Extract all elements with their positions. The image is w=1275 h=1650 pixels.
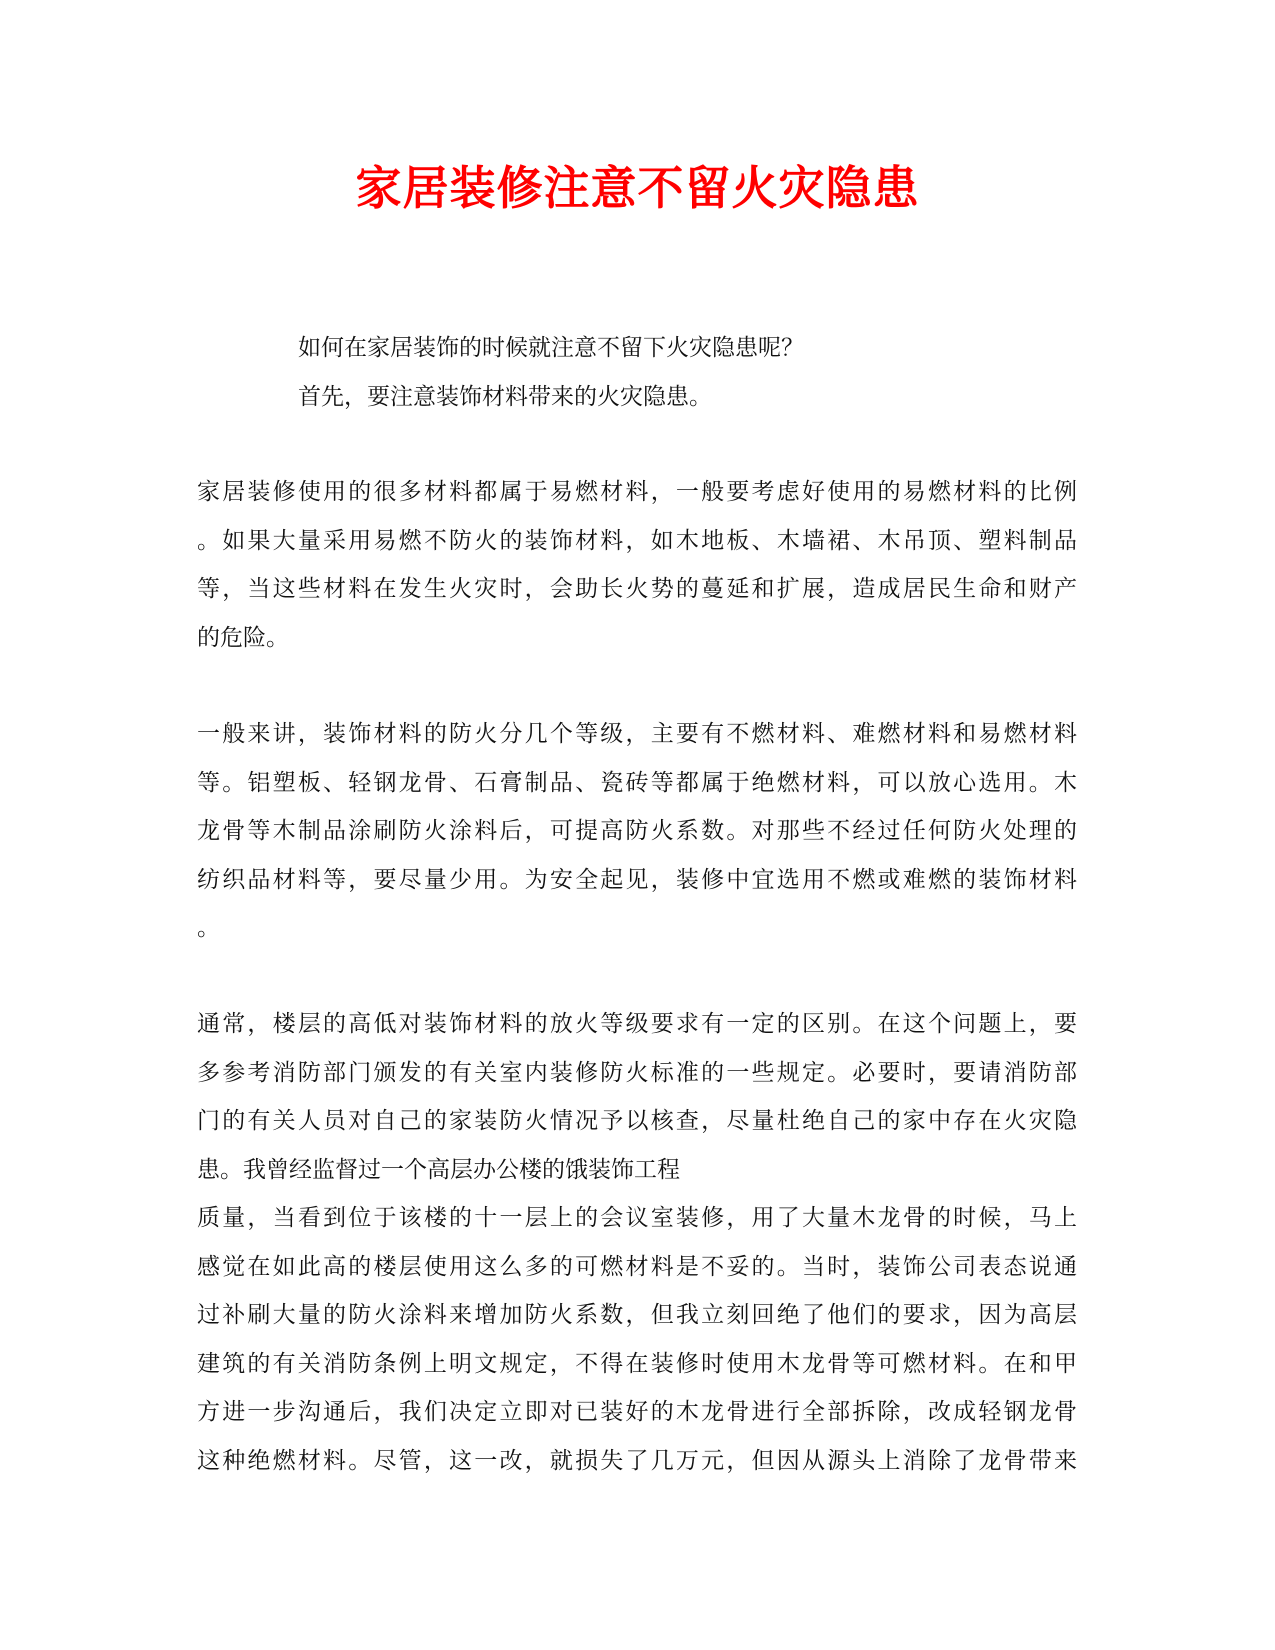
text-line: 一般来讲，装饰材料的防火分几个等级，主要有不燃材料、难燃材料和易燃材料	[197, 721, 1077, 747]
text-line: 龙骨等木制品涂刷防火涂料后，可提高防火系数。对那些不经过任何防火处理的	[197, 818, 1077, 844]
paragraph-floor-requirements	[197, 1000, 1077, 1485]
text-line: 门的有关人员对自己的家装防火情况予以核查，尽量杜绝自己的家中存在火灾隐	[197, 1108, 1077, 1134]
text-line: 等。铝塑板、轻钢龙骨、石膏制品、瓷砖等都属于绝燃材料，可以放心选用。木	[197, 769, 1077, 796]
text-line: 过补刷大量的防火涂料来增加防火系数，但我立刻回绝了他们的要求，因为高层	[197, 1302, 1077, 1328]
text-line: 方进一步沟通后，我们决定立即对已装好的木龙骨进行全部拆除，改成轻钢龙骨	[197, 1399, 1077, 1425]
text-line: 纺织品材料等，要尽量少用。为安全起见，装修中宜选用不燃或难燃的装饰材料	[197, 866, 1077, 893]
text-line: 患。我曾经监督过一个高层办公楼的饿装饰工程	[197, 1156, 680, 1183]
text-line: 建筑的有关消防条例上明文规定，不得在装修时使用木龙骨等可燃材料。在和甲	[197, 1350, 1077, 1377]
text-line: 。	[197, 915, 220, 941]
text-line: 感觉在如此高的楼层使用这么多的可燃材料是不妥的。当时，装饰公司表态说通	[197, 1253, 1077, 1280]
paragraph-flammable-materials	[197, 468, 1077, 662]
text-line: 家居装修使用的很多材料都属于易燃材料，一般要考虑好使用的易燃材料的比例	[197, 479, 1077, 505]
text-line: 等，当这些材料在发生火灾时，会助长火势的蔓延和扩展，造成居民生命和财产	[197, 576, 1077, 602]
paragraph-fire-grades	[197, 710, 1077, 953]
text-line: 这种绝燃材料。尽管，这一改，就损失了几万元，但因从源头上消除了龙骨带来	[197, 1447, 1077, 1474]
intro-question: 如何在家居装饰的时候就注意不留下火灾隐患呢？	[298, 335, 804, 361]
text-line: 的危险。	[197, 624, 289, 651]
text-line: 通常，楼层的高低对装饰材料的放火等级要求有一定的区别。在这个问题上，要	[197, 1011, 1077, 1037]
text-line: 质量，当看到位于该楼的十一层上的会议室装修，用了大量木龙骨的时候，马上	[197, 1205, 1077, 1231]
text-line: 多参考消防部门颁发的有关室内装修防火标准的一些规定。必要时，要请消防部	[197, 1059, 1077, 1086]
page-title: 家居装修注意不留火灾隐患	[355, 161, 920, 215]
text-line: 。如果大量采用易燃不防火的装饰材料，如木地板、木墙裙、木吊顶、塑料制品	[197, 527, 1077, 554]
intro-first-point: 首先，要注意装饰材料带来的火灾隐患。	[298, 384, 712, 410]
